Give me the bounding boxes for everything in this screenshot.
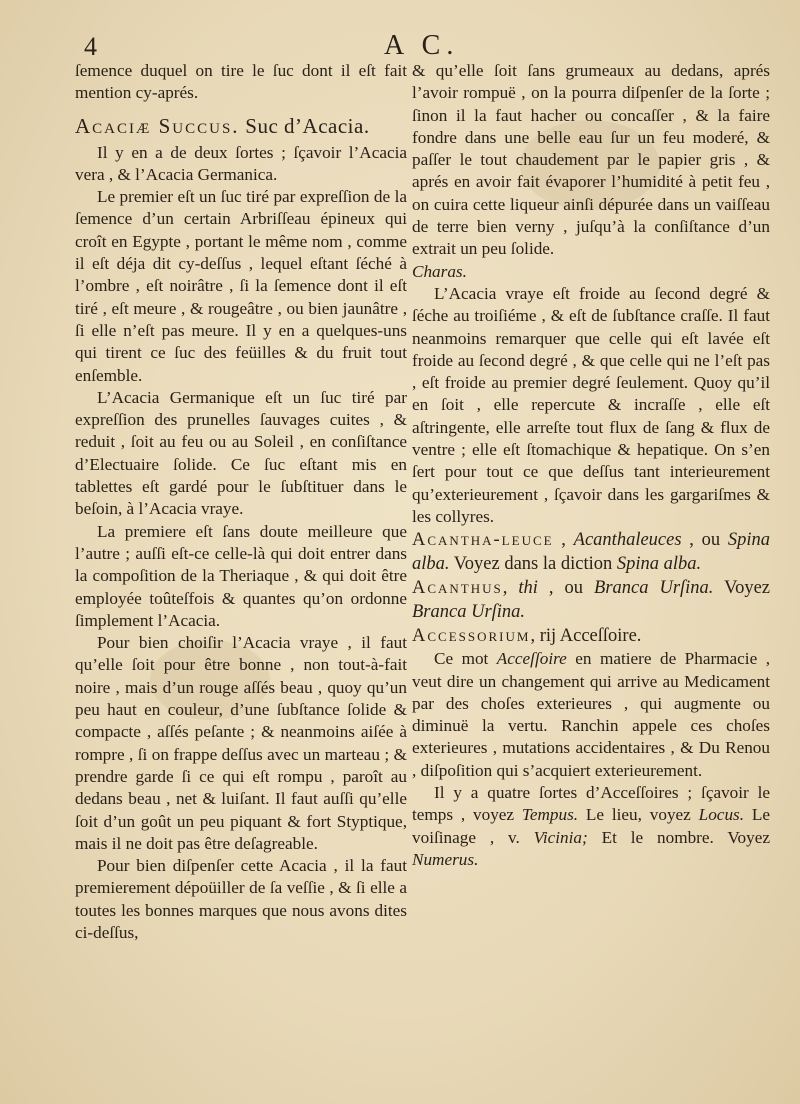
page-header xyxy=(84,28,770,62)
entry-headword: Accessorium xyxy=(412,626,531,647)
entry-text: , xyxy=(502,578,519,599)
paragraph-text: Il y a quatre ſortes d’Acceſſoires ; ſçavoir le temps , voyez xyxy=(412,783,770,825)
entry-text: , xyxy=(553,530,574,551)
entry-heading xyxy=(412,528,770,576)
paragraph-text: Le voiſinage , v. xyxy=(412,805,770,847)
paragraph: Il y en a de deux ſortes ; ſçavoir l’Acacia vera , & l’Acacia Germanica. xyxy=(75,142,407,184)
paragraph-text: Et le nombre. Voyez xyxy=(587,827,771,847)
left-column xyxy=(75,60,407,944)
paragraph: Pour bien choiſir l’Acacia vraye , il faut qu’elle ſoit pour être bonne , non tout-à-fait noire , mais d’un rouge aſſés beau , quoy qu’un peu haut en couleur, d’une ſubſtance ſolide & compacte , aſſés peſante ; & neanmoins aiſée à rompre , ſi on frappe deſſus avec un marteau ; & prendre garde ſi ce qui eſt rompu , paroît au dedans beau , net & luiſant. Il faut auſſi qu’elle ſoit d’un goût un peu piquant & fort Styptique, mais il ne doit pas être deſagreable. xyxy=(75,633,407,853)
italic-term: Numerus. xyxy=(412,849,479,869)
page-number: 4 xyxy=(84,32,97,61)
paragraph xyxy=(412,782,770,871)
paragraph: Pour bien diſpenſer cette Acacia , il la faut premierement dépoüiller de ſa veſſie , & ſi elle a toutes les bonnes marques que nous avons dites ci-deſſus, xyxy=(75,856,407,942)
entry-heading xyxy=(412,624,770,648)
italic-term: Tempus. xyxy=(521,805,579,825)
italic-term: Branca Urſina. xyxy=(594,578,714,599)
italic-term: Branca Urſina. xyxy=(412,602,526,623)
italic-term: Spina alba. xyxy=(412,530,771,575)
entry-text: , rij Acceſſoire. xyxy=(530,626,642,647)
paragraph: La premiere eſt ſans doute meilleure que l’autre ; auſſi eſt-ce celle-là qui doit entrer dans la compoſition de la Theriaque , & qui doit être employée toûteſfois & quantes qu’on ordonne ſimplement l’Acacia. xyxy=(75,521,407,630)
entry-text: Voyez dans la diction xyxy=(449,554,617,575)
paragraph-text: en matiere de Pharmacie , veut dire un changement qui arrive au Medicament par des choſes exterieures , qui augmente ou diminuë la vertu. Ranchin appele ces choſes exterieures , mutations accidentaires , & Du Renou , diſpoſition qui s’acquiert exterieurement. xyxy=(412,649,770,780)
entry-heading xyxy=(412,576,770,624)
paragraph: & qu’elle ſoit ſans grumeaux au dedans, aprés l’avoir rompuë , on la pourra diſpenſer de la ſorte ; ſinon il la faut hacher ou concaſſer , & la faire fondre dans une belle eau ſur un feu moderé, & paſſer le tout chaudement par le papier gris , & aprés en avoir fait évaporer l’humidité à petit feu , on cuira cette liqueur ainſi dépurée dans un vaiſſeau de terre bien verny , juſqu’à la conſiſtance d’un extrait un peu ſolide. xyxy=(412,61,770,259)
paragraph: L’Acacia vraye eſt froide au ſecond degré & ſéche au troiſiéme , & eſt de ſubſtance craſſe. Il faut neanmoins remarquer que celle qui eſt lavée eſt froide au ſecond degré , & que celle qui ne l’eſt pas , eſt froide au premier degré ſeulement. Quoy qu’il en ſoit , elle repercute & incraſſe , elle eſt aſtringente, elle arreſte tout flux de ſang & flux de ventre ; elle eſt ſtomachique & hepatique. On s’en ſert pour tout ce que deſſus tant interieurement qu’exterieurement , ſçavoir dans les gargariſmes & les collyres. xyxy=(412,283,770,526)
entry-heading xyxy=(75,113,407,139)
entry-heading-gloss: Suc d’Acacia. xyxy=(239,113,370,138)
paragraph: Le premier eſt un ſuc tiré par expreſſion de la ſemence d’un certain Arbriſſeau épineux qui croît en Egypte , portant le même nom , comme il eſt déja dit cy-deſſus , lequel eſtant ſéché à l’ombre , eſt noirâtre , ſi la ſemence dont il eſt tiré , eſt meure , & rougeâtre , ou bien jaunâtre , ſi elle n’eſt pas meure. Il y en a quelques-uns qui tirent ce ſuc des feüilles & du fruit tout enſemble. xyxy=(75,187,407,385)
italic-term: Acceſſoire xyxy=(496,649,567,669)
entry-text: , ou xyxy=(681,530,728,551)
paragraph-text: Le lieu, voyez xyxy=(578,805,699,825)
entry-headword: Acantha-leuce xyxy=(412,530,554,551)
entry-headword: Acanthus xyxy=(412,578,503,599)
paragraph-text: Ce mot xyxy=(434,649,497,669)
paragraph xyxy=(412,648,770,782)
running-head: A C. xyxy=(384,30,460,61)
italic-term: Vicinia; xyxy=(533,827,588,847)
entry-text: , ou xyxy=(537,578,595,599)
italic-term: Acanthaleuces xyxy=(573,530,682,551)
italic-term: Locus. xyxy=(698,805,745,825)
paragraph: L’Acacia Germanique eſt un ſuc tiré par expreſſion des prunelles ſauvages cuites , & reduit , ſoit au feu ou au Soleil , en conſiſtance d’Electuaire ſolide. Ce ſuc eſtant mis en tablettes eſt gardé pour le ſubſtituer dans le beſoin, à l’Acacia vraye. xyxy=(75,387,407,519)
entry-headword: Acaciæ Succus. xyxy=(75,113,240,138)
paragraph: ſemence duquel on tire le ſuc dont il eſt fait mention cy-aprés. xyxy=(75,61,407,103)
entry-text: Voyez xyxy=(713,578,770,599)
right-column xyxy=(412,60,770,871)
source-citation: Charas. xyxy=(412,261,467,281)
italic-term: Spina alba. xyxy=(616,554,702,575)
italic-term: thi xyxy=(518,578,538,599)
